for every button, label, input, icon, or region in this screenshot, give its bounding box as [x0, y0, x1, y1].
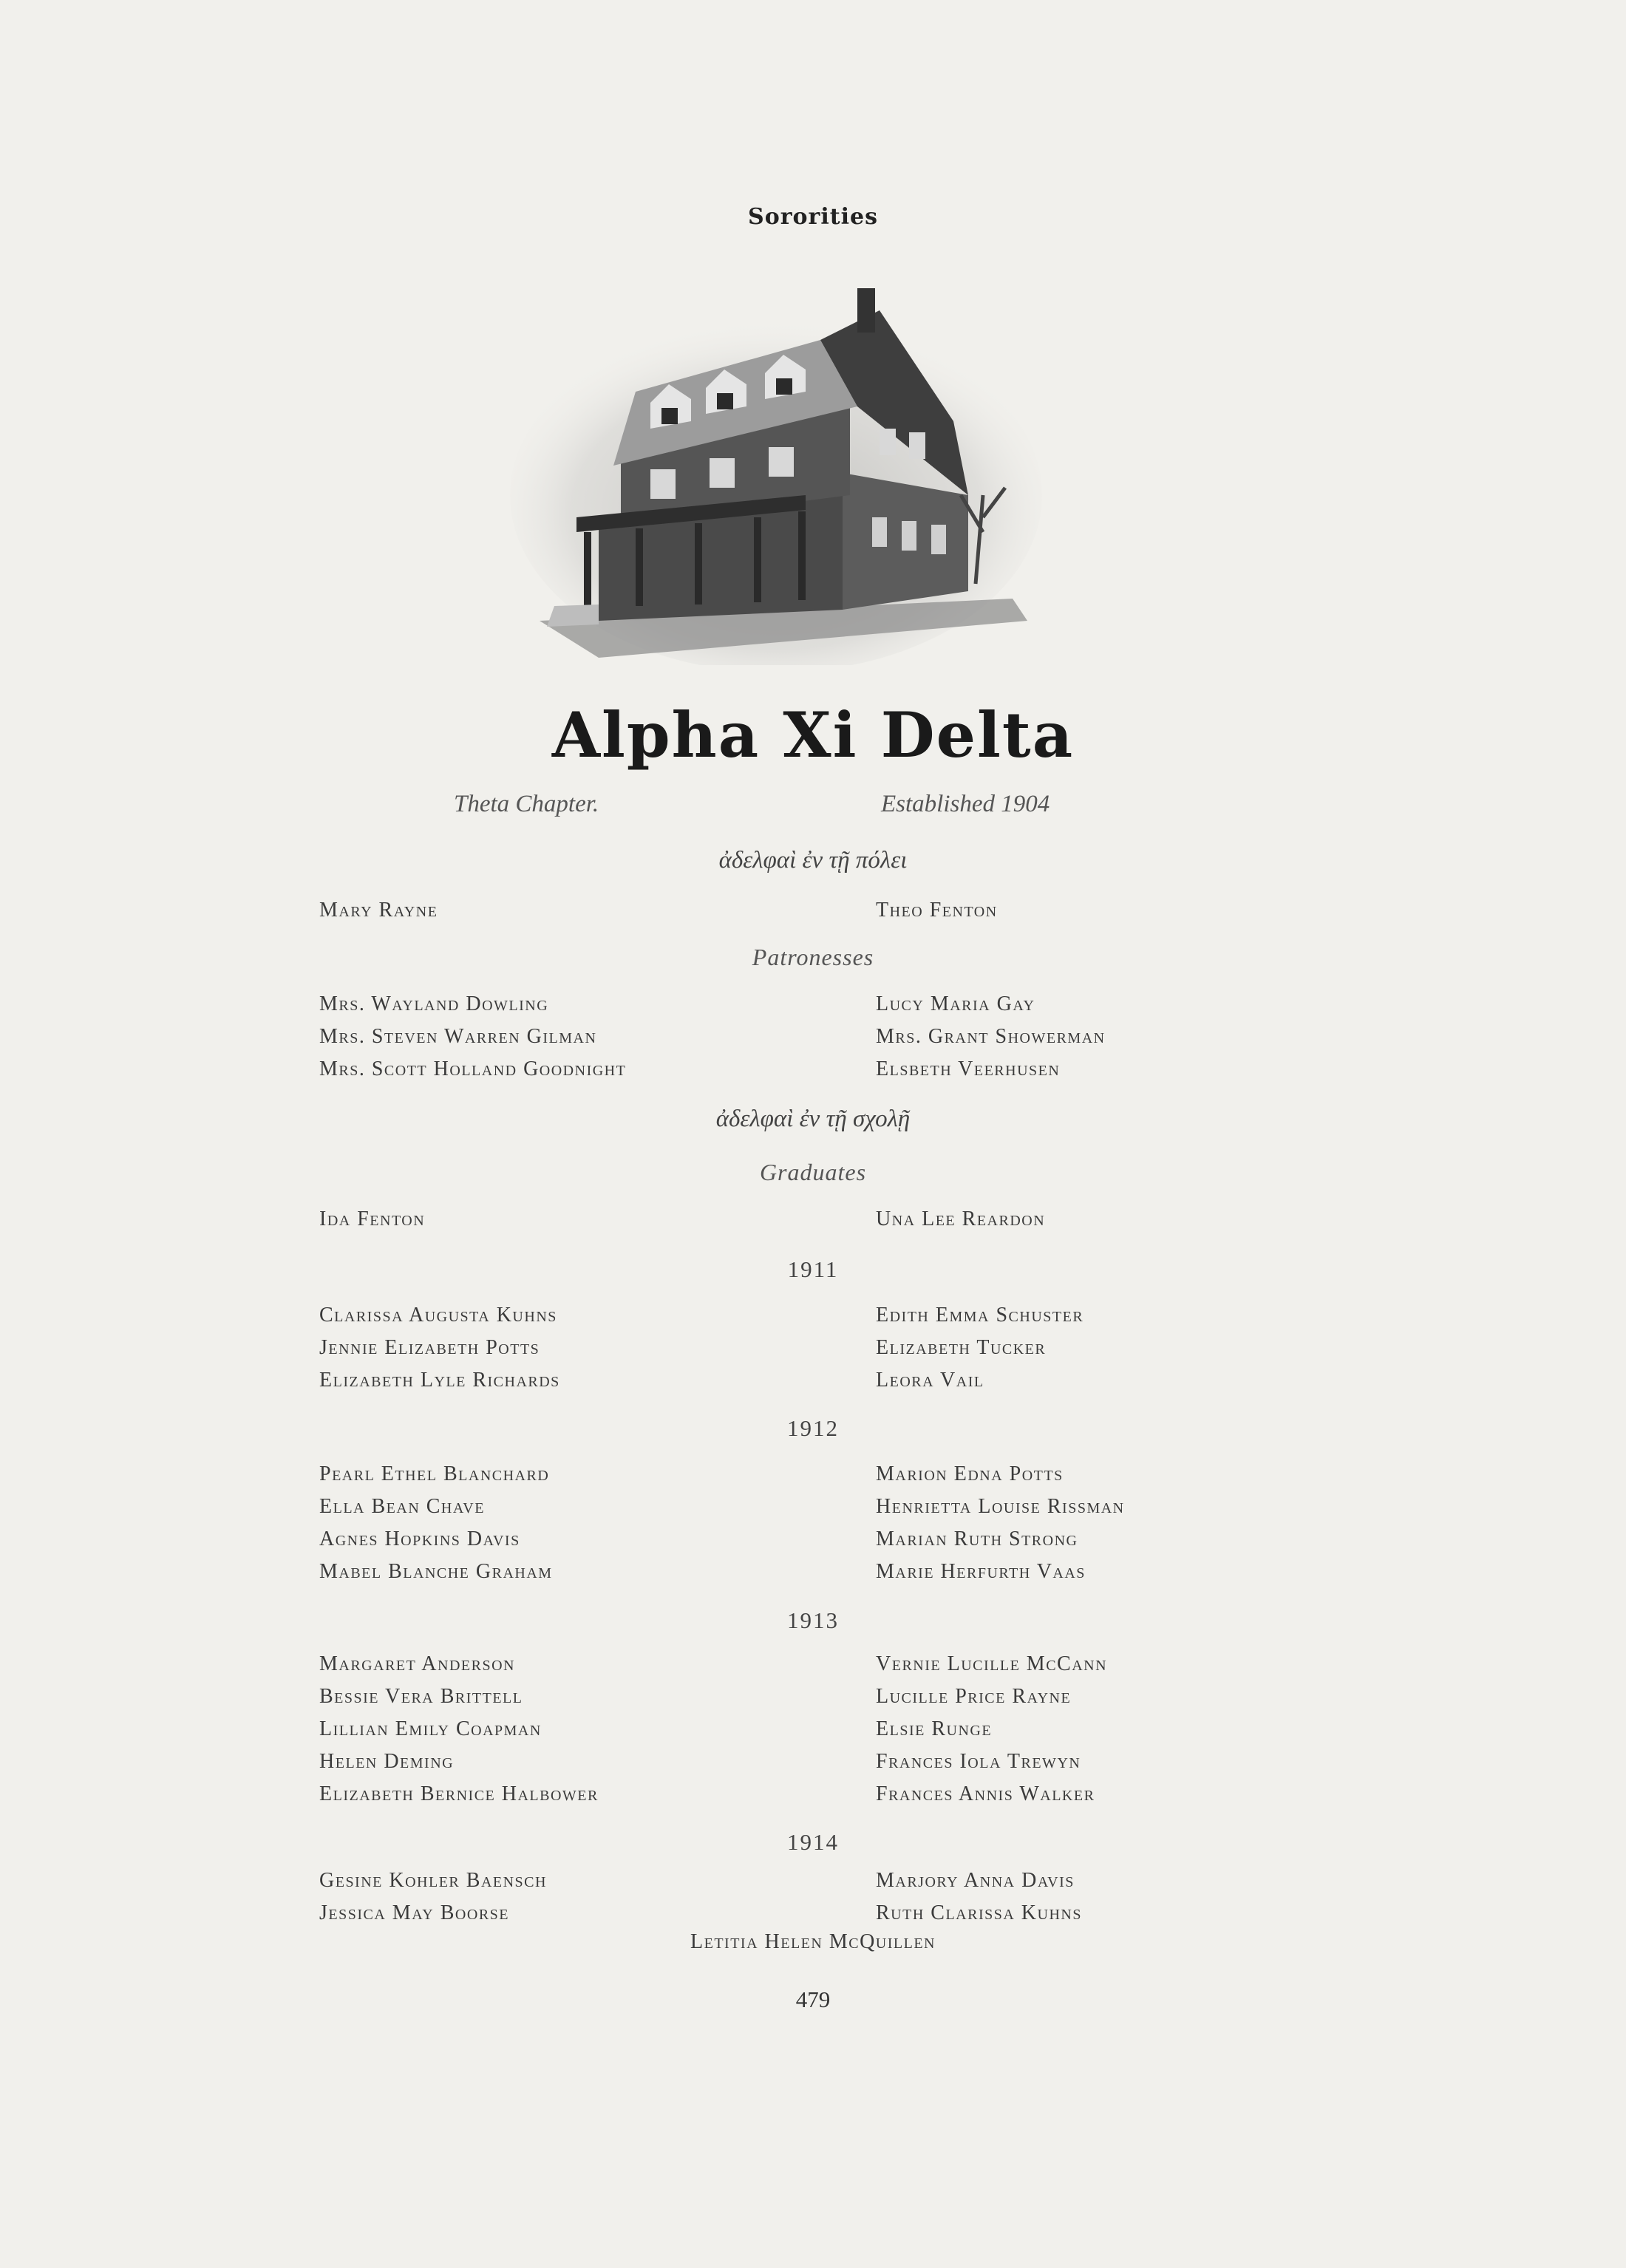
city-members-left	[319, 894, 438, 927]
class-1913-right	[876, 1648, 1107, 1811]
patroness-name: Lucy Maria Gay	[876, 992, 1035, 1015]
member-name: Clarissa Augusta Kuhns	[319, 1304, 557, 1327]
member-name: Agnes Hopkins Davis	[319, 1528, 520, 1550]
member-name: Frances Annis Walker	[876, 1782, 1095, 1805]
member-name: Marjory Anna Davis	[876, 1869, 1075, 1892]
patroness-name: Mrs. Steven Warren Gilman	[319, 1025, 597, 1048]
class-1911-right	[876, 1299, 1084, 1397]
member-name: Marian Ruth Strong	[876, 1528, 1078, 1550]
class-1914-right	[876, 1865, 1082, 1930]
class-1913-left	[319, 1648, 599, 1811]
city-members-right	[876, 894, 998, 927]
class-year-1912: 1912	[787, 1415, 839, 1441]
member-name: Ruth Clarissa Kuhns	[876, 1901, 1082, 1924]
member-name: Marie Herfurth Vaas	[876, 1560, 1086, 1583]
sorority-title: Alpha Xi Delta	[551, 698, 1075, 772]
graduates-right	[876, 1203, 1045, 1236]
class-1912-right	[876, 1458, 1125, 1588]
patroness-name: Mrs. Grant Showerman	[876, 1025, 1106, 1048]
member-name: Mabel Blanche Graham	[319, 1560, 553, 1583]
member-name: Pearl Ethel Blanchard	[319, 1462, 550, 1485]
patroness-name: Mrs. Scott Holland Goodnight	[319, 1058, 627, 1080]
member-name: Theo Fenton	[876, 899, 998, 922]
patronesses-right	[876, 988, 1106, 1086]
patroness-name: Mrs. Wayland Dowling	[319, 992, 549, 1015]
patronesses-left	[319, 988, 626, 1086]
member-name: Ella Bean Chave	[319, 1495, 485, 1518]
member-name: Elizabeth Lyle Richards	[319, 1369, 560, 1392]
member-name: Elizabeth Bernice Halbower	[319, 1782, 599, 1805]
member-name: Gesine Kohler Baensch	[319, 1869, 547, 1892]
member-name: Edith Emma Schuster	[876, 1304, 1084, 1327]
member-name: Marion Edna Potts	[876, 1462, 1064, 1485]
greek-motto-school: ἀδελφαὶ ἐν τῇ σχολῇ	[715, 1106, 911, 1132]
member-name-centered: Letitia Helen McQuillen	[690, 1930, 936, 1953]
established-date: Established 1904	[881, 791, 1050, 817]
member-name: Mary Rayne	[319, 899, 438, 922]
class-1914-left	[319, 1865, 547, 1930]
member-name: Jessica May Boorse	[319, 1901, 509, 1924]
member-name: Una Lee Reardon	[876, 1208, 1046, 1230]
class-year-1913: 1913	[787, 1607, 839, 1633]
class-year-1911: 1911	[787, 1256, 839, 1282]
member-name: Helen Deming	[319, 1750, 455, 1773]
graduates-left	[319, 1203, 425, 1236]
member-name: Margaret Anderson	[319, 1652, 515, 1675]
member-name: Leora Vail	[876, 1369, 984, 1392]
chapter-name: Theta Chapter.	[454, 791, 599, 817]
patroness-name: Elsbeth Veerhusen	[876, 1058, 1061, 1080]
running-head: Sororities	[748, 204, 878, 230]
chapter-house-photo	[510, 273, 1050, 665]
member-name: Elsie Runge	[876, 1717, 993, 1740]
member-name: Vernie Lucille McCann	[876, 1652, 1108, 1675]
member-name: Henrietta Louise Rissman	[876, 1495, 1125, 1518]
greek-motto-city: ἀδελφαὶ ἐν τῇ πόλει	[718, 847, 908, 874]
class-1911-left	[319, 1299, 560, 1397]
member-name: Lillian Emily Coapman	[319, 1717, 542, 1740]
class-1912-left	[319, 1458, 553, 1588]
class-year-1914: 1914	[787, 1829, 839, 1855]
patronesses-heading: Patronesses	[752, 944, 874, 970]
member-name: Frances Iola Trewyn	[876, 1750, 1081, 1773]
member-name: Bessie Vera Brittell	[319, 1685, 523, 1708]
member-name: Jennie Elizabeth Potts	[319, 1336, 540, 1359]
member-name: Lucille Price Rayne	[876, 1685, 1072, 1708]
member-name: Ida Fenton	[319, 1208, 426, 1230]
page-number: 479	[795, 1986, 831, 2012]
member-name: Elizabeth Tucker	[876, 1336, 1047, 1359]
graduates-heading: Graduates	[759, 1159, 867, 1185]
